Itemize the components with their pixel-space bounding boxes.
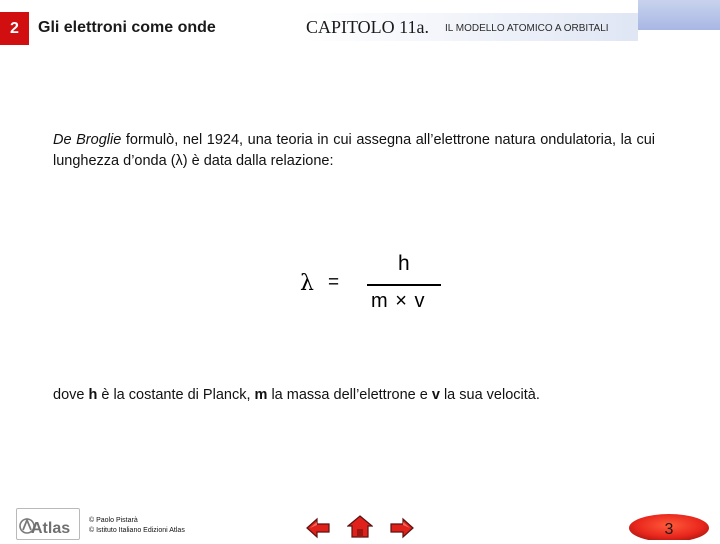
symbol-h: h	[88, 387, 98, 403]
page-number-badge	[628, 513, 710, 540]
formula-denominator: m × v	[371, 290, 426, 312]
symbol-v: v	[431, 387, 440, 403]
credits	[89, 516, 185, 536]
formula-equals: =	[328, 272, 340, 293]
atlas-logo	[16, 508, 80, 540]
explain-text-4: la sua velocità.	[439, 387, 540, 403]
formula-fraction-bar	[367, 284, 441, 286]
atlas-logo-mark	[17, 509, 79, 539]
credit-author: © Paolo Pistarà	[89, 517, 138, 524]
intro-text: formulò, nel 1924, una teoria in cui assegna all’elettrone natura ondulatoria, la cui lunghezza d’onda (λ) è data dalla relazione:	[53, 132, 655, 169]
symbol-m: m	[254, 387, 268, 403]
intro-paragraph	[53, 130, 655, 172]
corner-decoration	[638, 0, 720, 30]
section-number: 2	[10, 19, 19, 37]
section-title: Gli elettroni come onde	[38, 19, 216, 36]
arrow-right-icon[interactable]	[389, 517, 415, 539]
formula-lambda: λ	[300, 271, 314, 296]
credit-publisher: © Istituto Italiano Edizioni Atlas	[89, 527, 185, 534]
explain-text-2: è la costante di Planck,	[97, 387, 255, 403]
arrow-left-icon[interactable]	[305, 517, 331, 539]
logo-text: Atlas	[31, 520, 71, 537]
explain-text-1: dove	[53, 387, 89, 403]
page-number: 3	[664, 521, 674, 538]
chapter-subtitle: IL MODELLO ATOMICO A ORBITALI	[445, 23, 609, 34]
explanation-sentence	[53, 387, 540, 403]
section-number-badge	[0, 12, 29, 45]
formula-numerator: h	[398, 252, 410, 275]
home-icon[interactable]	[347, 515, 373, 539]
chapter-title: CAPITOLO 11a.	[306, 17, 429, 37]
intro-name: De Broglie	[53, 132, 122, 148]
explain-text-3: la massa dell’elettrone e	[267, 387, 432, 403]
